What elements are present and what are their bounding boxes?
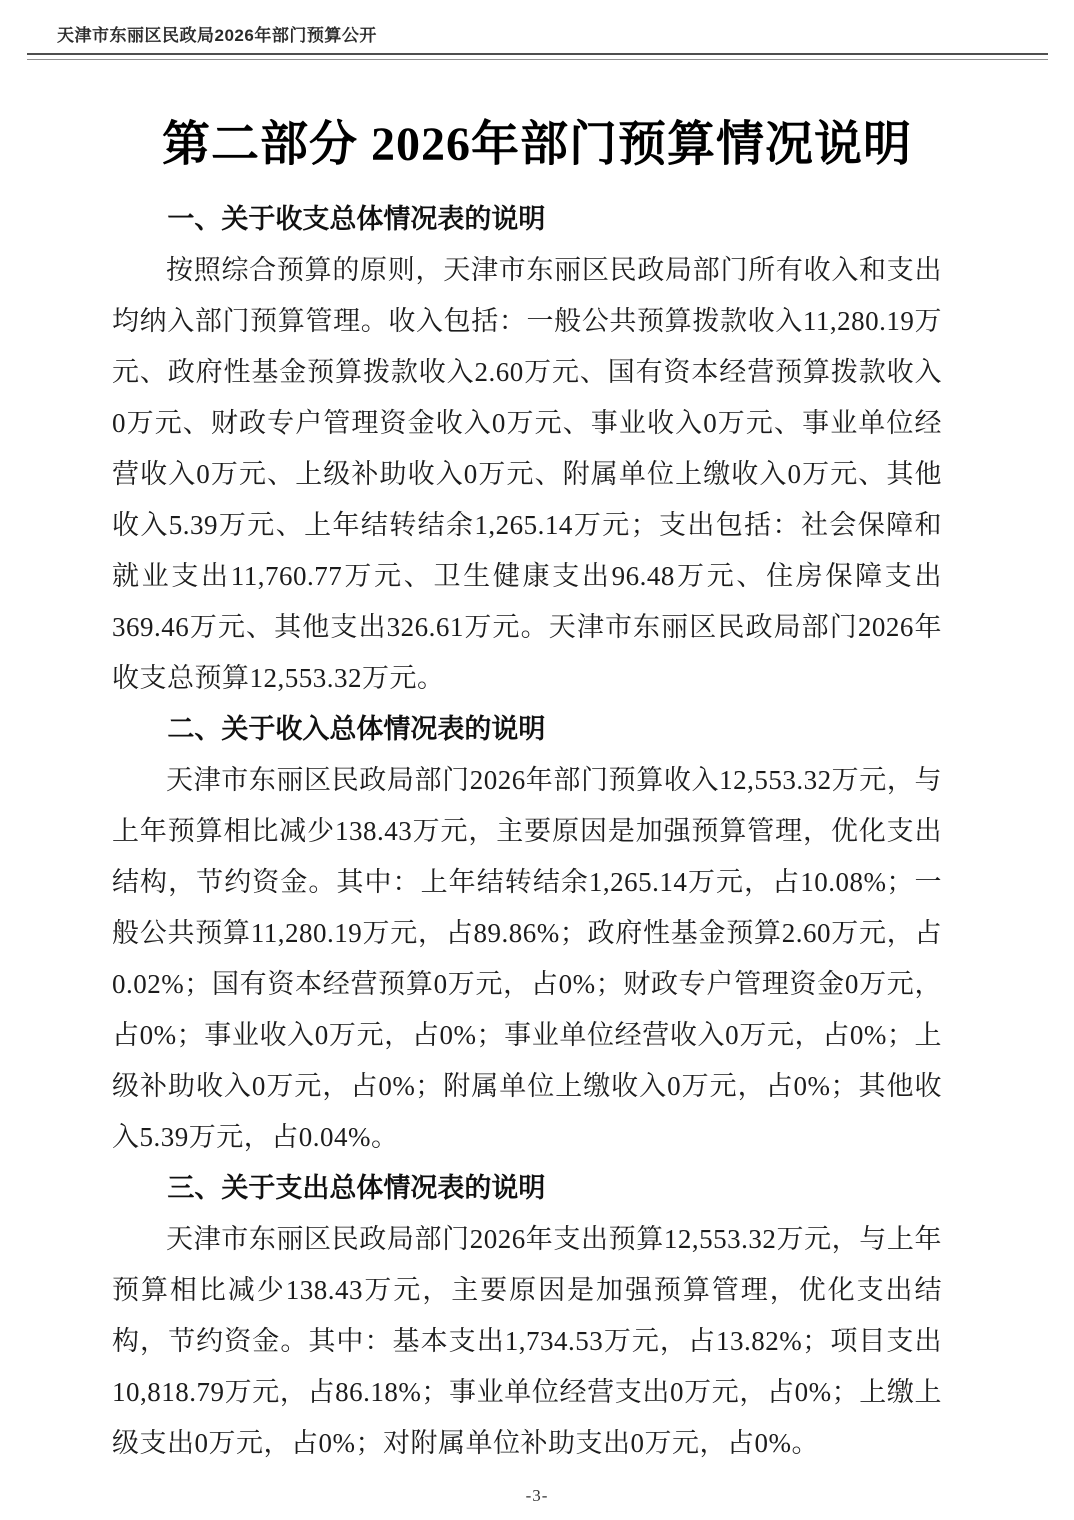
section-income-overview: [112, 704, 942, 1163]
section-heading: 二、关于收入总体情况表的说明: [167, 714, 546, 744]
section-paragraph: 天津市东丽区民政局部门2026年部门预算收入12,553.32万元，与上年预算相比减少138.43万元，主要原因是加强预算管理，优化支出结构，节约资金。其中：上年结转结余1,265.14万元，占10.08%；一般公共预算11,280.19万元，占89.86%；政府性基金预算2.60万元，占0.02%；国有资本经营预算0万元，占0%；财政专户管理资金0万元，占0%；事业收入0万元，占0%；事业单位经营收入0万元，占0%；上级补助收入0万元，占0%；附属单位上缴收入0万元，占0%；其他收入5.39万元，占0.04%。: [112, 765, 942, 1152]
page-number: -3-: [525, 1486, 549, 1505]
document-title: 第二部分 2026年部门预算情况说明: [161, 118, 912, 171]
document-body: [112, 194, 942, 1469]
section-heading: 一、关于收支总体情况表的说明: [167, 204, 546, 234]
running-header: [27, 26, 1048, 60]
header-rule: [27, 53, 1048, 60]
section-paragraph: 按照综合预算的原则，天津市东丽区民政局部门所有收入和支出均纳入部门预算管理。收入包括：一般公共预算拨款收入11,280.19万元、政府性基金预算拨款收入2.60万元、国有资本经营预算拨款收入0万元、财政专户管理资金收入0万元、事业收入0万元、事业单位经营收入0万元、上级补助收入0万元、附属单位上缴收入0万元、其他收入5.39万元、上年结转结余1,265.14万元；支出包括：社会保障和就业支出11,760.77万元、卫生健康支出96.48万元、住房保障支出369.46万元、其他支出326.61万元。天津市东丽区民政局部门2026年收支总预算12,553.32万元。: [112, 255, 942, 693]
section-paragraph: 天津市东丽区民政局部门2026年支出预算12,553.32万元，与上年预算相比减少138.43万元，主要原因是加强预算管理，优化支出结构，节约资金。其中：基本支出1,734.53万元，占13.82%；项目支出10,818.79万元，占86.18%；事业单位经营支出0万元，占0%；上缴上级支出0万元，占0%；对附属单位补助支出0万元，占0%。: [112, 1224, 942, 1458]
section-expenditure-overview: [112, 1163, 942, 1469]
section-income-expenditure-overview: [112, 194, 942, 704]
page-footer: [0, 1486, 1074, 1506]
section-heading: 三、关于支出总体情况表的说明: [167, 1173, 546, 1203]
header-title: 天津市东丽区民政局2026年部门预算公开: [57, 26, 377, 45]
